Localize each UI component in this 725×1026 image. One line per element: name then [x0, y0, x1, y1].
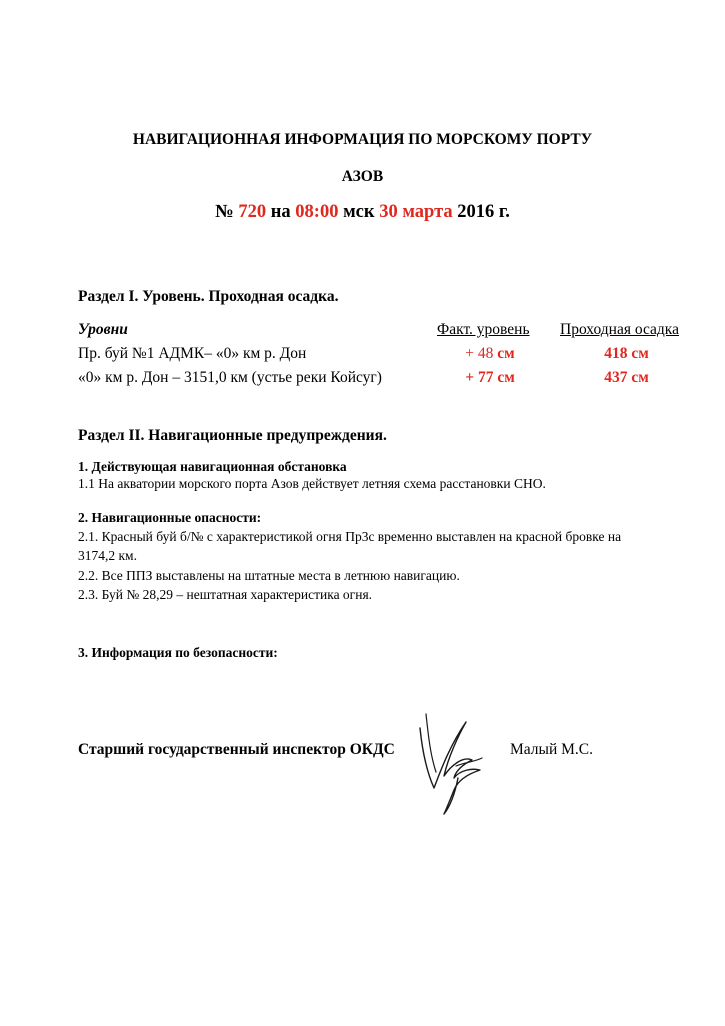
timezone-label: мск	[338, 202, 380, 222]
level-unit: см	[497, 345, 515, 362]
inspector-name: Малый М.С.	[510, 741, 593, 758]
table-row-1-draft: 418 см	[604, 345, 649, 362]
bulletin-year: 2016 г.	[452, 202, 510, 222]
subsection2-item-1: 2.1. Красный буй б/№ с характеристикой огня Пр3с временно выставлен на красной бровке на	[78, 529, 622, 544]
table-row-2-draft: 437 см	[604, 369, 649, 386]
subsection1-item-1: 1.1 На акватории морского порта Азов действует летняя схема расстановки СНО.	[78, 476, 546, 491]
port-name: АЗОВ	[341, 168, 384, 185]
actual-level-column-header: Факт. уровень	[437, 321, 530, 338]
level-value: + 48	[465, 345, 498, 362]
subsection2-item-2: 2.2. Все ППЗ выставлены на штатные места в летнюю навигацию.	[78, 568, 460, 583]
subsection2-item-1-cont: 3174,2 км.	[78, 548, 137, 563]
table-row-1-level	[440, 345, 540, 363]
level-value: + 77	[465, 369, 498, 386]
document-title: НАВИГАЦИОННАЯ ИНФОРМАЦИЯ ПО МОРСКОМУ ПОРТУ	[132, 131, 593, 148]
subsection3-title: 3. Информация по безопасности:	[78, 645, 278, 660]
table-row-1-name: Пр. буй №1 АДМК– «0» км р. Дон	[78, 345, 307, 362]
bulletin-number: 720	[238, 202, 267, 222]
bulletin-number-line	[0, 202, 725, 223]
table-row-2-level	[440, 369, 540, 387]
levels-column-header: Уровни	[78, 321, 128, 338]
subsection2-title: 2. Навигационные опасности:	[78, 510, 262, 525]
on-label: на	[266, 202, 296, 222]
section1-heading: Раздел I. Уровень. Проходная осадка.	[78, 288, 339, 305]
subsection1-title: 1. Действующая навигационная обстановка	[78, 459, 347, 474]
draft-column-header: Проходная осадка	[560, 321, 679, 338]
bulletin-time: 08:00	[295, 202, 339, 222]
subsection2-item-3: 2.3. Буй № 28,29 – нештатная характеристика огня.	[78, 587, 373, 602]
number-prefix: №	[215, 202, 239, 222]
section2-heading: Раздел II. Навигационные предупреждения.	[78, 427, 387, 444]
level-unit: см	[497, 369, 515, 386]
bulletin-date: 30 марта	[379, 202, 453, 222]
inspector-position: Старший государственный инспектор ОКДС	[78, 741, 395, 758]
table-row-2-name: «0» км р. Дон – 3151,0 км (устье реки Койсуг)	[78, 369, 382, 386]
handwritten-signature-icon	[408, 708, 508, 818]
